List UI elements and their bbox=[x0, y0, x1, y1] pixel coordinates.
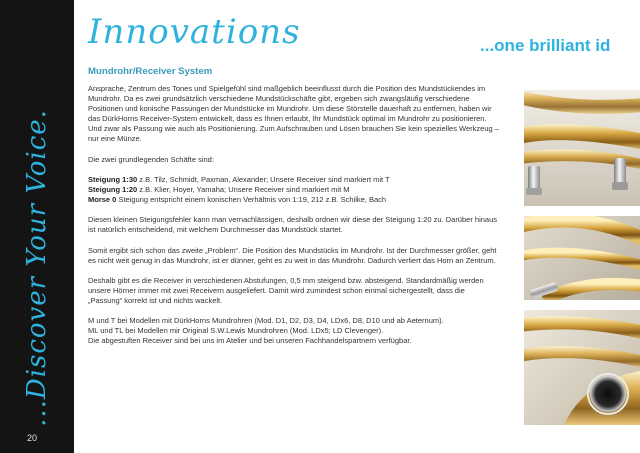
sidebar-tagline: ...Discover Your Voice. bbox=[22, 109, 52, 427]
intro-paragraph: Ansprache, Zentrum des Tones und Spielgefühl sind maßgeblich beeinflusst durch die Position des Mundstückendes im Mundrohr. Da es zwei grundsätzlich verschiedene Mundstückschäfte gibt, ergeben sich zwangsläufig verschiedene Positionen und konische Passungen der Mundstücke im Mundrohr. Um diese Störstelle dauerhaft zu entfernen, haben wir das DürkHorns Receiver-System entwickelt, dass es Ihnen erlaubt, Ihr Mundstück optimal im Mundrohr zu positionieren. Und zwar als Passung wie auch als Positionierung. Zum Aufschrauben und Lösen brauchen Sie kein spezielles Werkzeug – nur eine Münze. bbox=[88, 84, 499, 144]
sidebar-band bbox=[0, 0, 74, 453]
paragraph-position: Somit ergibt sich schon das zweite „Problem“. Die Position des Mundstücks im Mundrohr. Ist der Durchmesser größer, geht es nicht weit genug in das Mundrohr, ist er dünner, geht es zu weit in das Mundrohr. Dadurch verliert das Horn an Zentrum. bbox=[88, 245, 497, 265]
paragraph-models bbox=[88, 316, 500, 346]
receiver-photo-1 bbox=[524, 90, 640, 206]
receiver-photo-2 bbox=[524, 216, 640, 300]
section-heading: Mundrohr/Receiver System bbox=[88, 66, 213, 77]
paragraph-receivers: Deshalb gibt es die Receiver in verschiedenen Abstufungen, 0,5 mm steigend bzw. absteigend. Standardmäßig werden unsere Hörner immer mit zwei Receivern ausgeliefert. Damit wird zumindest schon einmal sichergestellt, dass die „Passung“ korrekt ist und nichts wackelt. bbox=[88, 275, 484, 305]
shafts-list bbox=[88, 175, 500, 205]
shafts-intro: Die zwei grundlegenden Schäfte sind: bbox=[88, 154, 214, 164]
page-title: Innovations bbox=[88, 12, 301, 52]
models-line-3: Die abgestuften Receiver sind bei uns im Atelier und bei unseren Fachhandelspartnern verfügbar. bbox=[88, 336, 412, 346]
paragraph-deviation: Diesen kleinen Steigungsfehler kann man vernachlässigen, deshalb ordnen wir diese der Steigung 1:20 zu. Darüber hinaus ist natürlich entscheidend, mit welchem Durchmesser das Mundstück startet. bbox=[88, 215, 498, 235]
shaft-label-3: Morse 0 bbox=[88, 195, 117, 205]
shaft-label-2: Steigung 1:20 bbox=[88, 184, 138, 194]
shaft-text-1: z.B. Tilz, Schmidt, Paxman, Alexander; Unsere Receiver sind markiert mit T bbox=[137, 174, 390, 184]
receiver-photo-3 bbox=[524, 310, 640, 425]
models-line-2: ML und TL bei Modellen mir Original S.W.Lewis Mundrohren (Mod. LDx5; LD Clevenger). bbox=[88, 326, 384, 336]
header-tagline: ...one brilliant id bbox=[480, 36, 611, 55]
shaft-label-1: Steigung 1:30 bbox=[88, 174, 138, 184]
shaft-text-2: z.B. Klier, Hoyer, Yamaha; Unsere Receiver sind markiert mit M bbox=[137, 184, 350, 194]
receiver-photo-1-image bbox=[524, 90, 640, 206]
receiver-photo-3-image bbox=[524, 310, 640, 425]
body-text bbox=[88, 84, 500, 357]
shaft-text-3: Steigung entspricht einem konischen Verhältnis von 1:19, 212 z.B. Schilke, Bach bbox=[116, 195, 387, 205]
models-line-1: M und T bei Modellen mit DürkHorns Mundrohren (Mod. D1, D2, D3, D4, LDx6, D8, D10 und ab Aeternum). bbox=[88, 316, 444, 326]
receiver-photo-2-image bbox=[524, 216, 640, 300]
page-number: 20 bbox=[27, 433, 38, 443]
